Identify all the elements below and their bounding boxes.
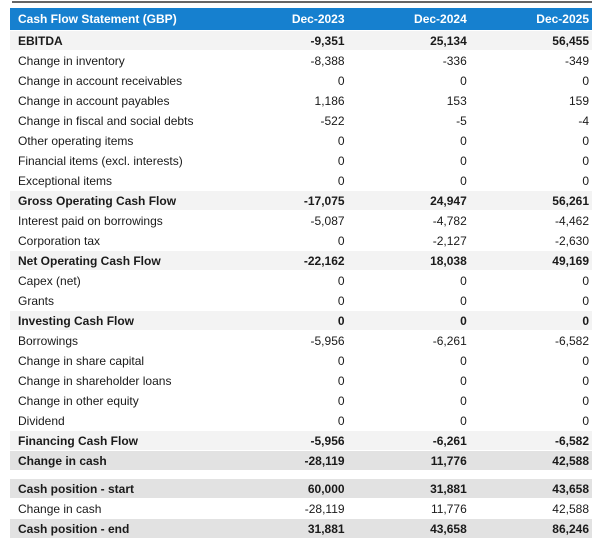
row-label: Change in cash [10, 451, 231, 471]
table-row [10, 131, 592, 151]
row-value: 49,169 [470, 251, 592, 271]
row-value: 0 [231, 131, 347, 151]
row-value: 0 [470, 411, 592, 431]
row-value: 159 [470, 91, 592, 111]
row-value: 0 [470, 311, 592, 331]
row-value: -28,119 [231, 499, 347, 519]
row-value: 0 [231, 391, 347, 411]
row-value: 0 [231, 171, 347, 191]
row-value: -6,261 [348, 331, 470, 351]
table-row [10, 151, 592, 171]
row-value: 43,658 [470, 479, 592, 499]
row-value: 0 [348, 351, 470, 371]
row-label: Change in share capital [10, 351, 231, 371]
row-value: -349 [470, 51, 592, 71]
row-value: 0 [231, 271, 347, 291]
table-row [10, 431, 592, 451]
row-label: Other operating items [10, 131, 231, 151]
table-row [10, 71, 592, 91]
table-row [10, 51, 592, 71]
table-row [10, 451, 592, 471]
row-value: -4 [470, 111, 592, 131]
row-label: Financial items (excl. interests) [10, 151, 231, 171]
table-row [10, 191, 592, 211]
row-value: 0 [348, 411, 470, 431]
row-value: 42,588 [470, 451, 592, 471]
table-row [10, 391, 592, 411]
column-header-dec-2024: Dec-2024 [348, 8, 470, 31]
row-value: 0 [348, 71, 470, 91]
row-label: Cash position - end [10, 519, 231, 539]
row-value: -6,261 [348, 431, 470, 451]
row-value: 0 [348, 131, 470, 151]
table-row [10, 499, 592, 519]
row-value: -6,582 [470, 431, 592, 451]
table-row [10, 371, 592, 391]
row-value: 0 [470, 151, 592, 171]
column-header-dec-2023: Dec-2023 [231, 8, 347, 31]
row-value: 11,776 [348, 451, 470, 471]
row-value: 0 [231, 151, 347, 171]
table-row [10, 519, 592, 539]
row-value: 31,881 [348, 479, 470, 499]
row-value: 0 [470, 271, 592, 291]
table-row [10, 331, 592, 351]
row-value: 0 [231, 351, 347, 371]
row-label: Gross Operating Cash Flow [10, 191, 231, 211]
row-value: 60,000 [231, 479, 347, 499]
row-value: 31,881 [231, 519, 347, 539]
row-label: Cash position - start [10, 479, 231, 499]
row-label: Borrowings [10, 331, 231, 351]
top-divider [12, 1, 592, 3]
row-value: 18,038 [348, 251, 470, 271]
row-value: 0 [470, 291, 592, 311]
row-value: -5,087 [231, 211, 347, 231]
row-value: 0 [470, 351, 592, 371]
row-value: -4,462 [470, 211, 592, 231]
row-label: Grants [10, 291, 231, 311]
table-title: Cash Flow Statement (GBP) [10, 8, 231, 31]
section-gap [10, 471, 592, 480]
row-value: 0 [348, 391, 470, 411]
table-row [10, 91, 592, 111]
row-value: 0 [348, 311, 470, 331]
row-label: Exceptional items [10, 171, 231, 191]
table-row [10, 231, 592, 251]
header-row [10, 8, 592, 31]
row-value: -6,582 [470, 331, 592, 351]
row-value: 0 [348, 151, 470, 171]
table-row [10, 479, 592, 499]
row-label: Capex (net) [10, 271, 231, 291]
row-value: 153 [348, 91, 470, 111]
table-row [10, 411, 592, 431]
row-value: -9,351 [231, 31, 347, 51]
row-label: Change in other equity [10, 391, 231, 411]
row-label: Corporation tax [10, 231, 231, 251]
row-value: 0 [470, 371, 592, 391]
row-value: -5,956 [231, 431, 347, 451]
row-value: -5 [348, 111, 470, 131]
row-label: Change in shareholder loans [10, 371, 231, 391]
row-value: -336 [348, 51, 470, 71]
table-row [10, 351, 592, 371]
row-value: 86,246 [470, 519, 592, 539]
table-body [10, 31, 592, 539]
row-value: 0 [470, 171, 592, 191]
row-value: 43,658 [348, 519, 470, 539]
row-value: -8,388 [231, 51, 347, 71]
row-value: -4,782 [348, 211, 470, 231]
row-value: 0 [348, 271, 470, 291]
row-value: 0 [348, 291, 470, 311]
row-value: 25,134 [348, 31, 470, 51]
row-value: 0 [470, 391, 592, 411]
row-value: 0 [231, 231, 347, 251]
row-label: Change in account receivables [10, 71, 231, 91]
table-row [10, 311, 592, 331]
row-value: 24,947 [348, 191, 470, 211]
row-label: Change in inventory [10, 51, 231, 71]
row-value: 11,776 [348, 499, 470, 519]
row-value: -5,956 [231, 331, 347, 351]
row-value: 0 [231, 371, 347, 391]
row-value: -2,630 [470, 231, 592, 251]
row-label: Change in account payables [10, 91, 231, 111]
row-label: EBITDA [10, 31, 231, 51]
table-row [10, 171, 592, 191]
row-value: 0 [231, 311, 347, 331]
row-label: Dividend [10, 411, 231, 431]
row-value: 56,261 [470, 191, 592, 211]
row-value: 0 [470, 131, 592, 151]
row-label: Change in fiscal and social debts [10, 111, 231, 131]
table-row [10, 251, 592, 271]
row-value: -2,127 [348, 231, 470, 251]
row-value: 56,455 [470, 31, 592, 51]
row-value: -17,075 [231, 191, 347, 211]
row-value: -22,162 [231, 251, 347, 271]
table-row [10, 211, 592, 231]
row-label: Change in cash [10, 499, 231, 519]
table-row [10, 271, 592, 291]
row-value: -522 [231, 111, 347, 131]
table-row [10, 111, 592, 131]
row-value: 1,186 [231, 91, 347, 111]
row-value: 0 [231, 71, 347, 91]
table-row [10, 291, 592, 311]
row-value: 0 [231, 411, 347, 431]
row-value: 42,588 [470, 499, 592, 519]
table-row [10, 31, 592, 51]
table-header [10, 8, 592, 31]
cash-flow-table [10, 8, 592, 539]
row-label: Net Operating Cash Flow [10, 251, 231, 271]
row-label: Financing Cash Flow [10, 431, 231, 451]
row-value: 0 [470, 71, 592, 91]
row-label: Interest paid on borrowings [10, 211, 231, 231]
row-value: 0 [348, 371, 470, 391]
row-value: -28,119 [231, 451, 347, 471]
column-header-dec-2025: Dec-2025 [470, 8, 592, 31]
row-label: Investing Cash Flow [10, 311, 231, 331]
row-value: 0 [348, 171, 470, 191]
row-value: 0 [231, 291, 347, 311]
